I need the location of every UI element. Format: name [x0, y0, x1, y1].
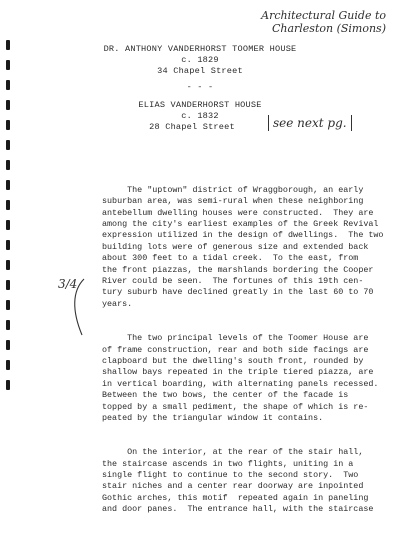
body-line: peated by the triangular window it contains. [102, 412, 324, 423]
house2-name: ELIAS VANDERHORST HOUSE [138, 100, 262, 110]
binding-mark [6, 260, 10, 270]
body-line: and door panes. The entrance hall, with the staircase [102, 504, 374, 515]
binding-mark [6, 300, 10, 310]
binding-mark [6, 200, 10, 210]
binding-mark [6, 280, 10, 290]
body-line: expression utilized in the design of dwellings. The two [102, 230, 384, 241]
body-line: in vertical boarding, with alternating panels recessed. [102, 378, 379, 389]
body-line: The "uptown" district of Wraggborough, an early [102, 184, 364, 195]
paragraph-2 [102, 333, 394, 424]
house2-date: c. 1832 [181, 111, 219, 121]
binding-marks [6, 40, 10, 400]
body-line: suburban area, was semi-rural when these neighboring [102, 196, 364, 207]
house2-address: 28 Chapel Street [149, 122, 235, 132]
binding-mark [6, 320, 10, 330]
handwritten-source-note [246, 9, 386, 35]
body-line: years. [102, 298, 133, 309]
body-line: antebellum dwelling houses were constructed. They are [102, 207, 374, 218]
paragraph-1 [102, 185, 394, 310]
body-line: among the city's earliest examples of the Greek Revival [102, 219, 379, 230]
binding-mark [6, 180, 10, 190]
body-text [102, 162, 394, 538]
house1-address: 34 Chapel Street [157, 66, 243, 76]
handwritten-margin-note: 3/4 [58, 277, 78, 291]
binding-mark [6, 140, 10, 150]
binding-mark [6, 220, 10, 230]
house1-date: c. 1829 [181, 55, 219, 65]
binding-mark [6, 340, 10, 350]
body-line: of frame construction, rear and both side facings are [102, 344, 369, 355]
margin-curve-mark [68, 277, 88, 337]
heading-separator: - - - [186, 82, 214, 92]
house1-name: DR. ANTHONY VANDERHORST TOOMER HOUSE [103, 44, 297, 54]
body-line: Gothic arches, this motif repeated again in paneling [102, 492, 369, 503]
house1-heading [0, 44, 400, 77]
body-line: topped by a small pediment, the shape of which is re- [102, 401, 369, 412]
binding-mark [6, 360, 10, 370]
body-line: single flight to continue to the second story. Two [102, 469, 359, 480]
body-line: The two principal levels of the Toomer House are [102, 333, 369, 344]
body-line: the front piazzas, the marshlands bordering the Cooper [102, 264, 374, 275]
body-line: Between the two bows, the center of the facade is [102, 390, 349, 401]
body-line: stair niches and a center rear doorway are inpointed [102, 481, 364, 492]
source-note-line-2: Charleston (Simons) [271, 22, 386, 35]
body-line: the staircase ascends in two flights, uniting in a [102, 458, 354, 469]
body-line: about 300 feet to a tidal creek. To the east, from [102, 253, 359, 264]
body-line: On the interior, at the rear of the stair hall, [102, 447, 364, 458]
body-line: shallow bays repeated in the triple tiered piazza, are [102, 367, 374, 378]
binding-mark [6, 380, 10, 390]
body-line: River could be seen. The fortunes of this 19th cen- [102, 276, 364, 287]
body-line: tury suburb have declined greatly in the last 60 to 70 [102, 287, 374, 298]
handwritten-see-next-page: see next pg. [268, 115, 352, 131]
binding-mark [6, 240, 10, 250]
source-note-line-1: Architectural Guide to [261, 9, 386, 22]
body-line: building lots were of generous size and extended back [102, 241, 369, 252]
paragraph-3 [102, 447, 394, 515]
body-line: clapboard but the dwelling's south front, rounded by [102, 355, 364, 366]
binding-mark [6, 160, 10, 170]
